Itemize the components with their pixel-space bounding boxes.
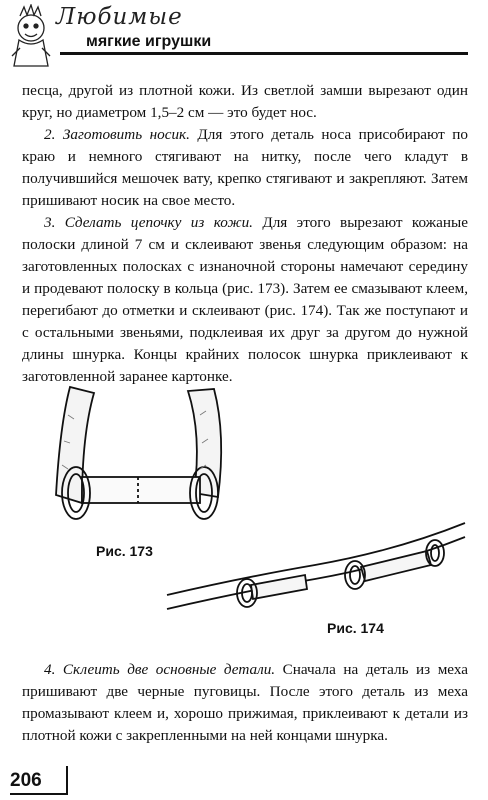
step-2-body: Для этого деталь носа присобирают по краю и немного стягивают на нитку, после чего кладут в получившийся мешочек вату, крепко стягивают и закрепляют. Затем пришивают носик на свое место.: [22, 126, 468, 209]
figure-173-caption: Рис. 173: [96, 543, 153, 559]
paragraph-step-3: [22, 212, 468, 388]
footer-rule-horizontal: [10, 793, 68, 795]
figure-174-caption: Рис. 174: [327, 620, 384, 636]
paragraph-continuation: песца, другой из плотной кожи. Из светлой замши вырезают один круг, но диаметром 1,5–2 см — это будет нос.: [22, 82, 468, 121]
figure-174-illustration: [165, 515, 475, 615]
text-block-bottom: [22, 659, 468, 747]
book-title: мягкие игрушки: [86, 33, 212, 50]
figures-area: [0, 385, 488, 655]
step-2-lead: 2. Заготовить носик.: [44, 126, 190, 143]
text-block-top: [22, 80, 468, 388]
paragraph-step-2: [22, 124, 468, 212]
header-rule: [60, 52, 468, 55]
figure-173-illustration: [30, 385, 330, 535]
step-3-body: Для этого вырезают кожаные полоски длиной 7 см и склеивают звенья следующим образом: на заготовленных полосках с изнаночной стороны намечают середину и продевают полоску в кольца (рис. 173). Затем ее смазывают клеем, перегибают до отметки и склеивают (рис. 174). Так же поступают и с остальными звеньями, подклеивая их друг за другом до нужной длины шнурка. Концы крайних полосок шнурка приклеивают к заготовленной заранее картонке.: [22, 214, 468, 385]
doll-logo-icon: [8, 4, 54, 70]
step-4-body: Сначала на деталь из меха пришивают две черные пуговицы. После этого деталь из меха промазывают клеем и, хорошо прижимая, приклеивают к детали из плотной кожи с закрепленными на ней концами шнурка.: [22, 661, 468, 744]
step-3-lead: 3. Сделать цепочку из кожи.: [44, 214, 253, 231]
series-title: Любимые: [56, 4, 183, 30]
paragraph-step-4: [22, 659, 468, 747]
page-number: 206: [10, 770, 42, 791]
page-header: [0, 0, 488, 78]
footer-rule-vertical: [66, 766, 68, 795]
step-4-lead: 4. Склеить две основные детали.: [44, 661, 276, 678]
